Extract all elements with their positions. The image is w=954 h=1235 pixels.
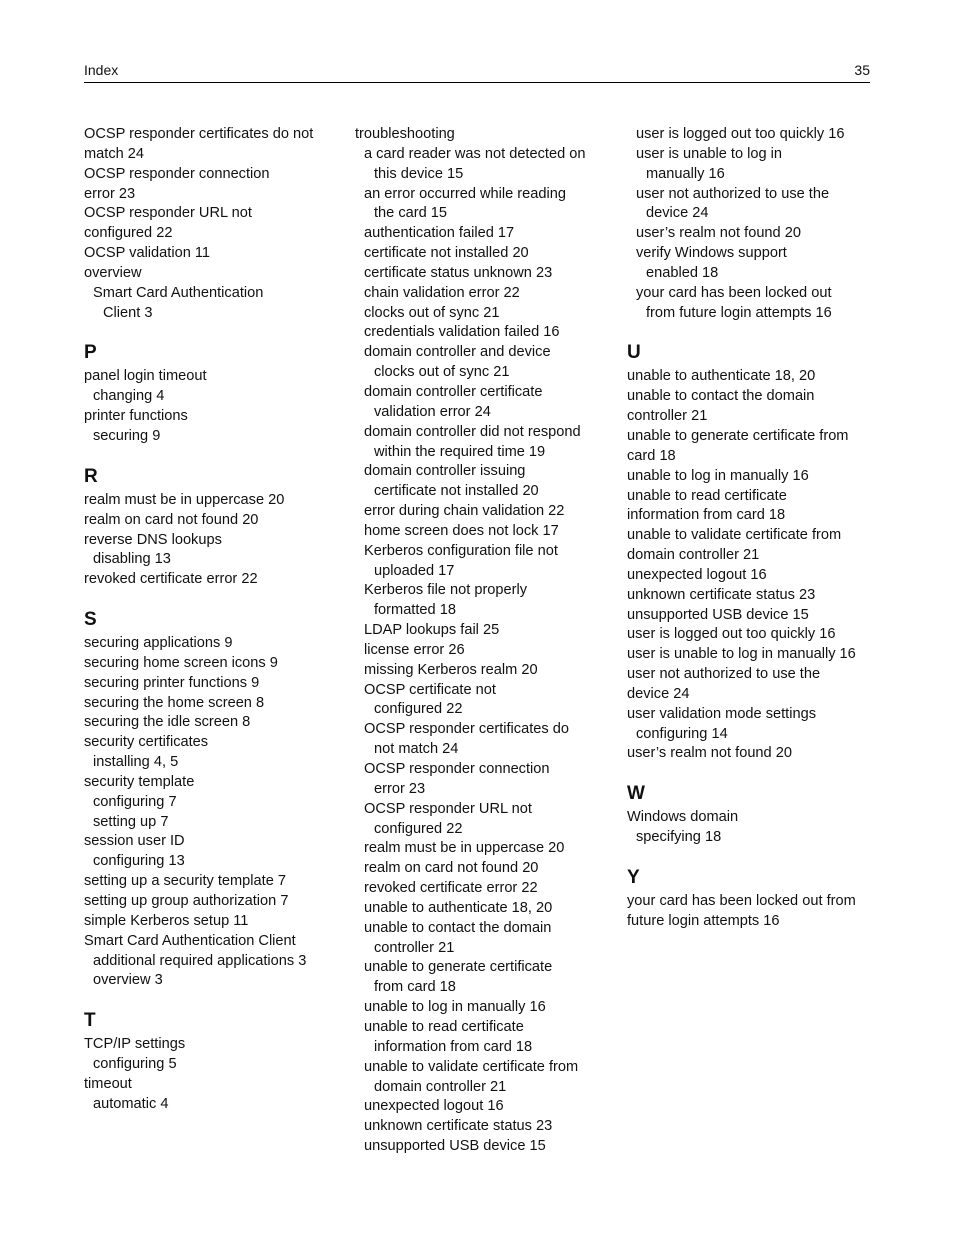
index-subentry: unsupported USB device 15 [364, 1138, 546, 1155]
index-entry: unable to log in manually 16 [627, 467, 809, 484]
index-entry: your card has been locked out from [627, 893, 856, 909]
index-subentry: unable to validate certificate from [364, 1058, 579, 1075]
index-subentry: revoked certificate error 22 [364, 880, 538, 897]
index-entry: match 24 [84, 145, 145, 162]
index-subentry: chain validation error 22 [364, 284, 520, 301]
index-entry: configured 22 [84, 225, 173, 242]
index-entry: user is logged out too quickly 16 [627, 626, 836, 643]
index-section-s [84, 608, 336, 991]
index-section-r [84, 465, 336, 590]
index-entry: panel login timeout [84, 368, 207, 385]
index-subentry: authentication failed 17 [364, 225, 515, 242]
index-entry: unexpected logout 16 [627, 566, 767, 583]
section-letter-heading: R [84, 465, 98, 487]
index-subentry: unable to contact the domain [364, 919, 552, 936]
index-subentry: OCSP responder certificates do [364, 721, 569, 738]
index-subentry: disabling 13 [93, 551, 171, 568]
index-subentry: domain controller and device [364, 344, 551, 361]
section-letter-heading: P [84, 342, 97, 364]
index-section-u [627, 341, 877, 764]
index-subentry: unexpected logout 16 [364, 1098, 504, 1115]
index-entry: OCSP validation 11 [84, 245, 211, 262]
index-subentry: Smart Card Authentication [93, 284, 264, 301]
section-letter-heading: S [84, 609, 97, 631]
index-subentry: credentials validation failed 16 [364, 324, 560, 341]
section-letter-heading: W [627, 783, 645, 805]
index-entry: user’s realm not found 20 [627, 745, 792, 762]
index-entry: user not authorized to use the [627, 666, 821, 683]
index-subentry: not match 24 [374, 741, 459, 758]
index-subentry: securing 9 [93, 427, 161, 444]
index-entry: OCSP responder certificates do not [84, 126, 314, 142]
index-entry: card 18 [627, 447, 676, 464]
section-letter-heading: T [84, 1010, 96, 1032]
index-subentry: manually 16 [646, 165, 725, 182]
index-section-p [84, 341, 336, 446]
index-subentry: configuring 5 [93, 1056, 177, 1073]
index-subentry: OCSP certificate not [364, 681, 496, 698]
index-subentry: configured 22 [374, 820, 463, 837]
index-entry: unable to read certificate [627, 487, 787, 504]
running-title: Index [84, 62, 119, 78]
index-subentry: user is unable to log in [636, 145, 783, 162]
index-column-3 [627, 125, 877, 932]
index-subentry: user is logged out too quickly 16 [636, 126, 845, 142]
index-subentry: Client 3 [103, 304, 153, 321]
index-subentry: domain controller issuing [364, 463, 526, 480]
index-subentry: information from card 18 [374, 1038, 533, 1055]
page-header [84, 60, 870, 83]
index-subentry: domain controller 21 [374, 1078, 507, 1095]
index-entry: unable to contact the domain [627, 388, 815, 405]
index-entry: printer functions [84, 408, 188, 425]
index-subentry: certificate status unknown 23 [364, 264, 553, 281]
index-subentry: certificate not installed 20 [374, 483, 539, 500]
index-subentry: unable to authenticate 18, 20 [364, 899, 553, 916]
index-subentry: domain controller certificate [364, 383, 543, 400]
index-subentry: controller 21 [374, 939, 455, 956]
index-subentry: certificate not installed 20 [364, 245, 529, 262]
index-section-y [627, 866, 877, 932]
index-entry: securing home screen icons 9 [84, 654, 278, 671]
index-subentry: OCSP responder URL not [364, 800, 532, 817]
index-entry: timeout [84, 1075, 132, 1092]
index-subentry: this device 15 [374, 165, 464, 182]
index-subentry: a card reader was not detected on [364, 145, 586, 162]
index-entry: overview [84, 264, 142, 281]
index-subentry: additional required applications 3 [93, 952, 307, 969]
index-subentry: configuring 14 [636, 725, 728, 742]
index-subentry: formatted 18 [374, 602, 456, 619]
index-subentry: within the required time 19 [374, 443, 546, 460]
index-entry: reverse DNS lookups [84, 531, 222, 548]
index-entry: OCSP responder connection [84, 165, 270, 182]
index-section-t [84, 1009, 336, 1114]
index-subentry: enabled 18 [646, 264, 719, 281]
index-subentry: license error 26 [364, 641, 465, 658]
index-subentry: clocks out of sync 21 [374, 364, 510, 381]
index-entry: unable to validate certificate from [627, 527, 842, 544]
index-entry: unknown certificate status 23 [627, 586, 816, 603]
index-entry: securing printer functions 9 [84, 674, 260, 691]
index-subentry: setting up 7 [93, 813, 169, 830]
index-subentry: unable to log in manually 16 [364, 999, 546, 1016]
index-subentry: user’s realm not found 20 [636, 225, 801, 242]
index-entry: unsupported USB device 15 [627, 606, 809, 623]
index-subentry: unknown certificate status 23 [364, 1118, 553, 1135]
index-section-continued [355, 125, 607, 1157]
index-subentry: installing 4, 5 [93, 754, 179, 771]
index-entry: user is unable to log in manually 16 [627, 646, 856, 663]
index-subentry: validation error 24 [374, 403, 491, 420]
index-subentry: error 23 [374, 780, 426, 797]
index-subentry: Kerberos configuration file not [364, 542, 558, 559]
section-letter-heading: Y [627, 867, 640, 888]
index-subentry: configured 22 [374, 701, 463, 718]
index-entry: future login attempts 16 [627, 912, 780, 929]
index-entry: unable to authenticate 18, 20 [627, 368, 816, 385]
index-subentry: user not authorized to use the [636, 185, 830, 202]
index-entry: securing the idle screen 8 [84, 714, 251, 731]
index-subentry: Kerberos file not properly [364, 582, 528, 599]
index-column-2 [355, 125, 607, 1157]
index-entry: setting up group authorization 7 [84, 893, 289, 909]
index-entry: realm on card not found 20 [84, 511, 259, 528]
index-subentry: from future login attempts 16 [646, 304, 832, 321]
index-subentry: realm on card not found 20 [364, 860, 539, 877]
index-section-w [627, 782, 877, 848]
index-entry: troubleshooting [355, 126, 455, 142]
index-entry: securing applications 9 [84, 635, 233, 652]
index-subentry: device 24 [646, 205, 709, 222]
index-subentry: from card 18 [374, 979, 456, 996]
index-subentry: LDAP lookups fail 25 [364, 622, 500, 639]
index-entry: unable to generate certificate from [627, 427, 849, 444]
index-subentry: missing Kerberos realm 20 [364, 661, 538, 678]
index-entry: Smart Card Authentication Client [84, 932, 296, 949]
index-entry: setting up a security template 7 [84, 873, 286, 890]
index-section-continued [627, 125, 877, 323]
section-letter-heading: U [627, 342, 641, 364]
index-entry: information from card 18 [627, 507, 786, 524]
index-subentry: an error occurred while reading [364, 185, 566, 202]
index-entry: session user ID [84, 833, 185, 850]
index-entry: Windows domain [627, 809, 739, 826]
index-subentry: unable to read certificate [364, 1018, 524, 1035]
index-entry: realm must be in uppercase 20 [84, 491, 285, 508]
index-entry: securing the home screen 8 [84, 694, 265, 711]
index-subentry: configuring 7 [93, 793, 177, 810]
index-entry: domain controller 21 [627, 547, 760, 564]
index-entry: device 24 [627, 685, 690, 702]
index-subentry: clocks out of sync 21 [364, 304, 500, 321]
index-subentry: uploaded 17 [374, 562, 455, 579]
index-subentry: unable to generate certificate [364, 959, 553, 976]
index-entry: simple Kerberos setup 11 [84, 912, 249, 929]
index-subentry: overview 3 [93, 972, 163, 989]
index-entry: security template [84, 773, 195, 790]
index-subentry: error during chain validation 22 [364, 503, 565, 520]
index-subentry: the card 15 [374, 205, 448, 222]
index-entry: TCP/IP settings [84, 1036, 186, 1053]
index-entry: revoked certificate error 22 [84, 571, 258, 588]
index-subentry: your card has been locked out [636, 284, 832, 301]
index-entry: user validation mode settings [627, 705, 817, 722]
index-section-continued [84, 125, 336, 323]
index-subentry: verify Windows support [636, 245, 787, 262]
index-subentry: home screen does not lock 17 [364, 522, 559, 539]
index-subentry: OCSP responder connection [364, 761, 550, 777]
index-subentry: configuring 13 [93, 853, 185, 870]
index-entry: controller 21 [627, 408, 708, 425]
index-subentry: specifying 18 [636, 829, 722, 846]
index-subentry: domain controller did not respond [364, 423, 581, 440]
index-entry: error 23 [84, 185, 136, 202]
index-entry: OCSP responder URL not [84, 205, 252, 222]
index-subentry: changing 4 [93, 388, 165, 405]
index-entry: security certificates [84, 734, 209, 751]
index-subentry: realm must be in uppercase 20 [364, 840, 565, 857]
page-number: 35 [854, 62, 870, 78]
index-subentry: automatic 4 [93, 1095, 169, 1112]
index-column-1 [84, 125, 336, 1115]
